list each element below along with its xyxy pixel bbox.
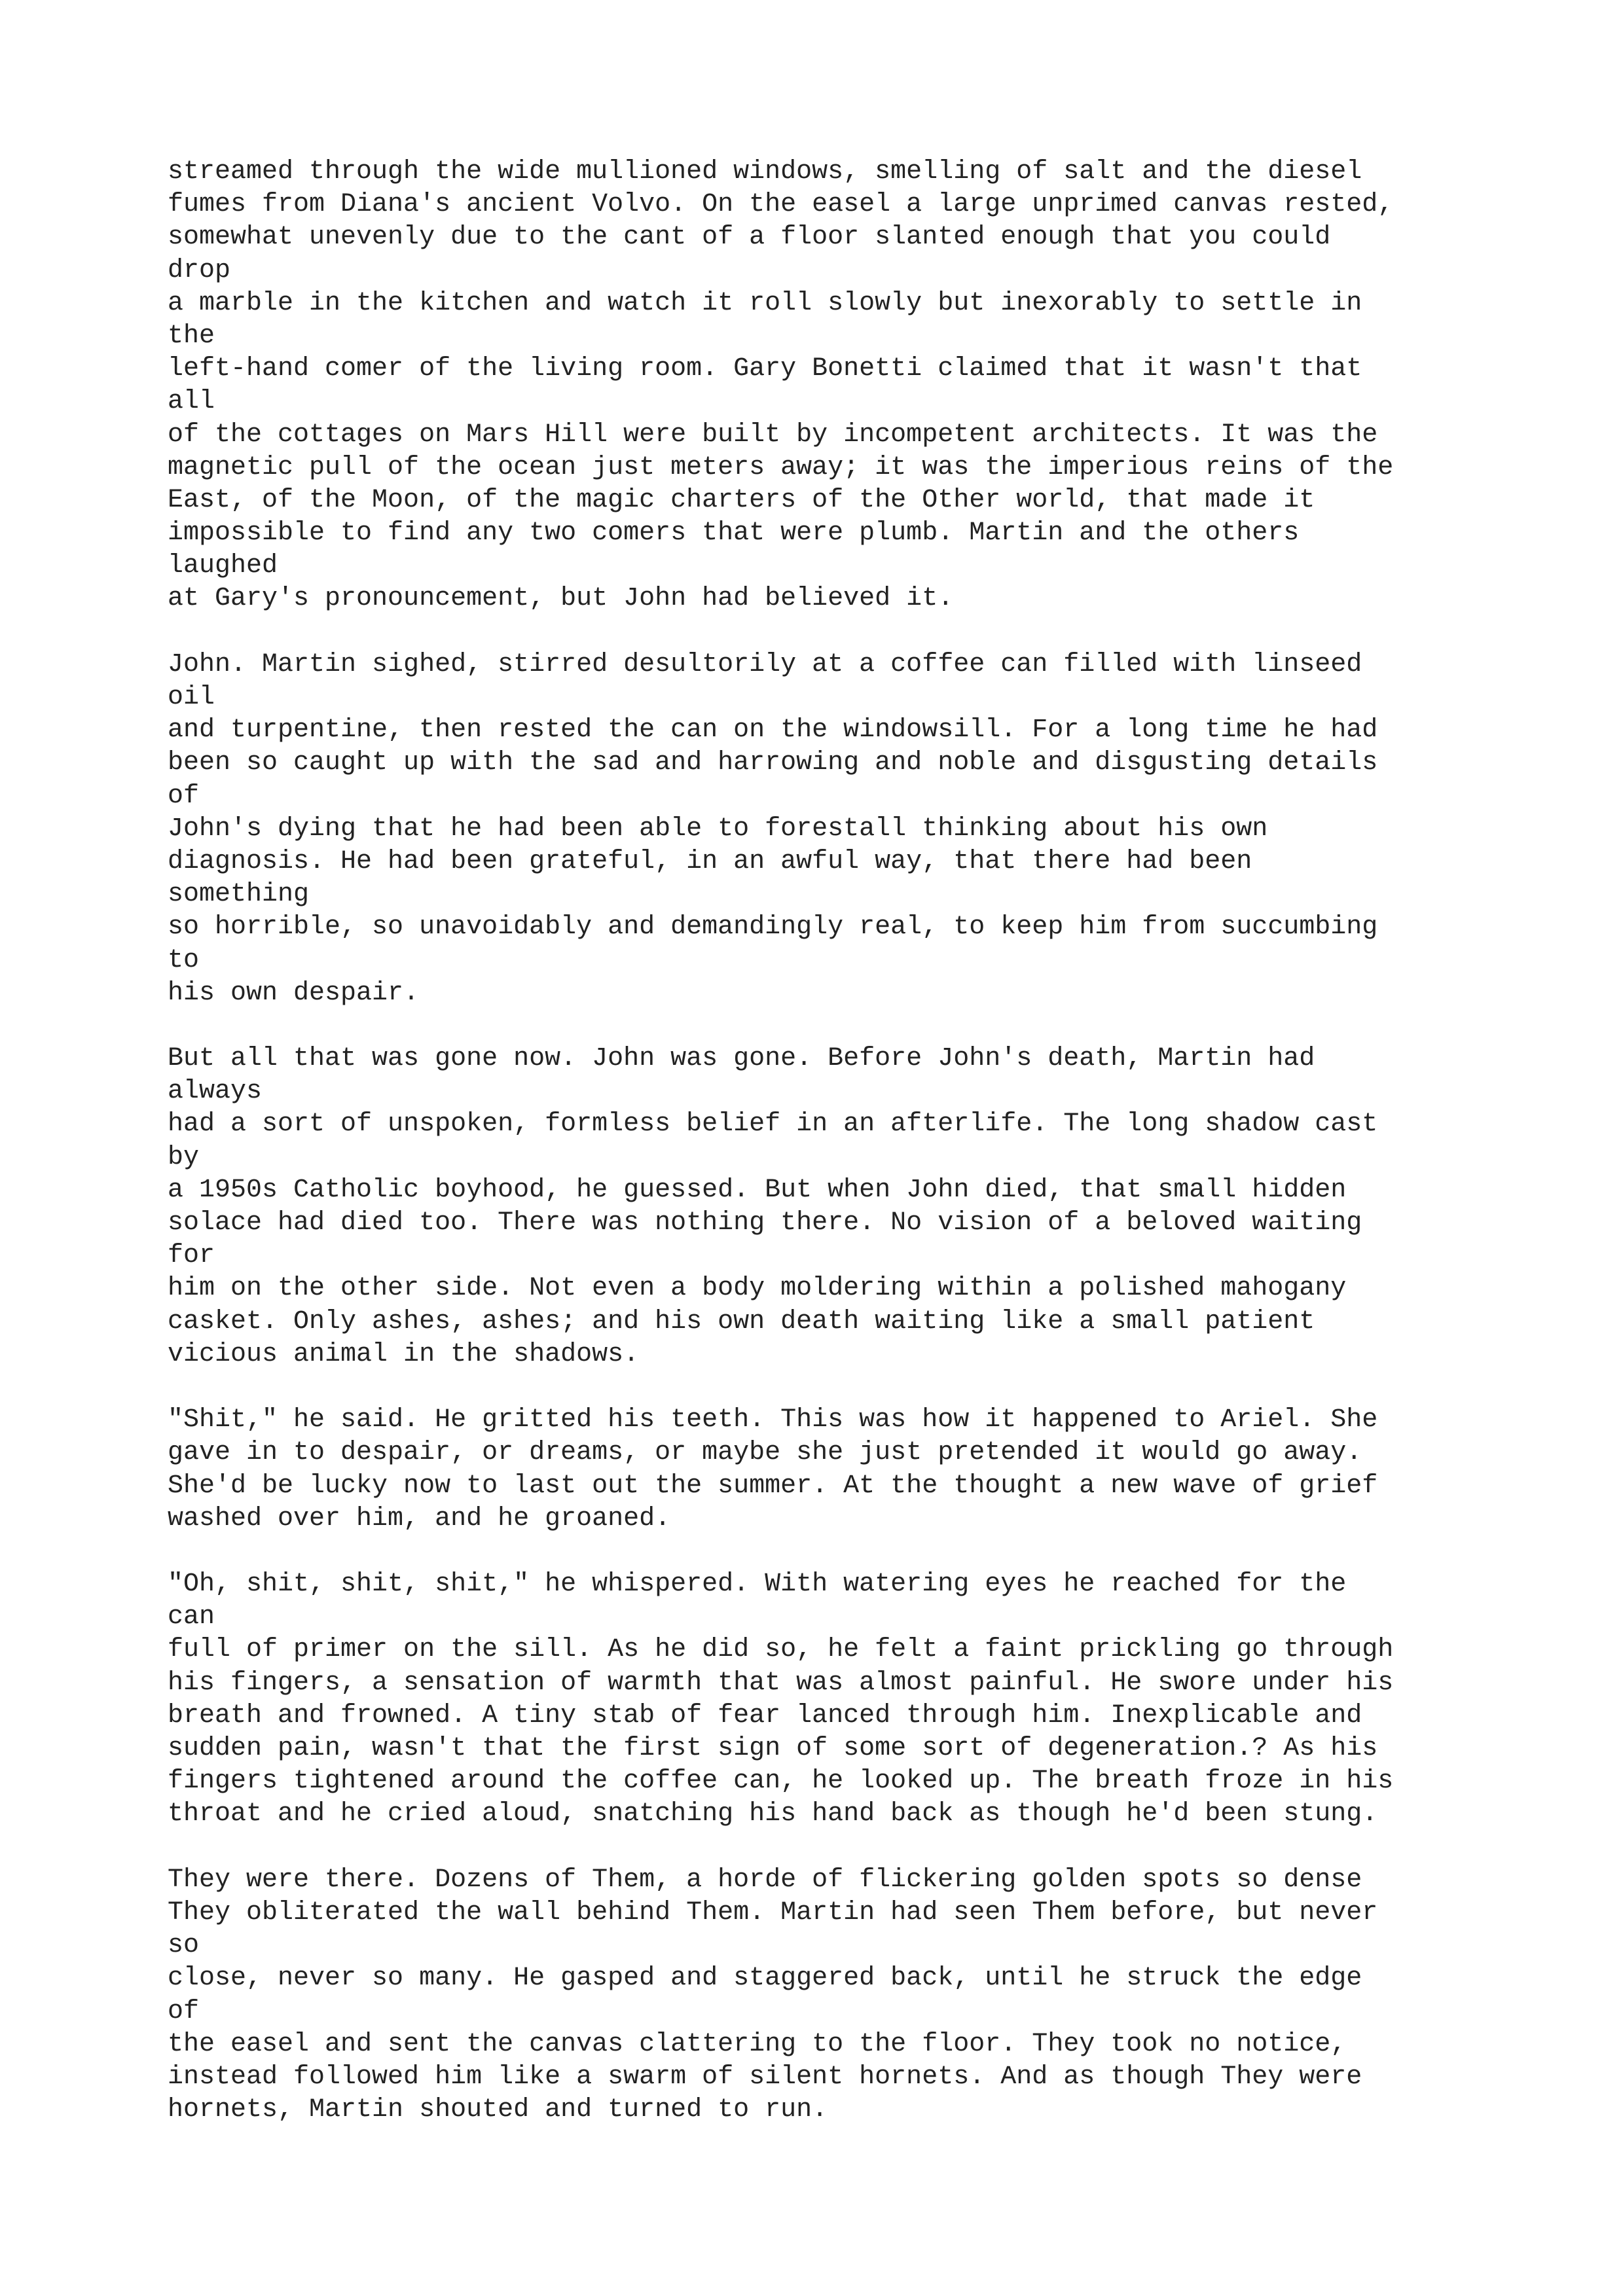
text-line: him on the other side. Not even a body moldering within a polished mahogany <box>168 1274 1347 1304</box>
text-line: washed over him, and he groaned. <box>168 1503 671 1534</box>
text-line: sudden pain, wasn't that the first sign of some sort of degeneration.? As his <box>168 1734 1378 1763</box>
text-line: been so caught up with the sad and harrowing and noble and disgusting details <box>168 748 1378 778</box>
text-line: She'd be lucky now to last out the summer. At the thought a new wave of grief <box>168 1471 1378 1501</box>
text-line: solace had died too. There was nothing there. No vision of a beloved waiting <box>168 1208 1362 1238</box>
text-line: They obliterated the wall behind Them. Martin had seen Them before, but never <box>168 1897 1378 1928</box>
text-line: gave in to despair, or dreams, or maybe she just pretended it would go away. <box>168 1438 1362 1468</box>
text-line: his own despair. <box>168 978 420 1008</box>
text-line: always <box>168 1077 263 1107</box>
paragraph-gap <box>168 1371 1595 1404</box>
text-line: so <box>168 1931 200 1961</box>
text-line: somewhat unevenly due to the cant of a floor slanted enough that you could <box>168 223 1331 253</box>
text-line: to <box>168 945 200 975</box>
text-line: drop <box>168 255 231 285</box>
paragraph-gap <box>168 1535 1595 1568</box>
paragraph <box>168 1043 1595 1371</box>
paragraph <box>168 156 1595 616</box>
text-line: full of primer on the sill. As he did so, he felt a faint prickling go through <box>168 1635 1394 1665</box>
paragraph <box>168 1568 1595 1831</box>
text-line: fingers tightened around the coffee can, he looked up. The breath froze in his <box>168 1767 1394 1797</box>
text-line: throat and he cried aloud, snatching his hand back as though he'd been stung. <box>168 1799 1378 1829</box>
text-line: the <box>168 321 215 351</box>
text-line: "Shit," he said. He gritted his teeth. This was how it happened to Ariel. She <box>168 1405 1378 1435</box>
text-line: a marble in the kitchen and watch it roll slowly but inexorably to settle in <box>168 288 1362 318</box>
text-line: all <box>168 387 215 417</box>
text-line: oil <box>168 683 215 712</box>
text-line: They were there. Dozens of Them, a horde of flickering golden spots so dense <box>168 1865 1362 1895</box>
text-line: East, of the Moon, of the magic charters of the Other world, that made it <box>168 485 1315 515</box>
paragraph <box>168 1404 1595 1535</box>
paragraph <box>168 1864 1595 2127</box>
text-line: diagnosis. He had been grateful, in an awful way, that there had been <box>168 846 1252 876</box>
text-line: for <box>168 1241 215 1271</box>
text-line: "Oh, shit, shit, shit," he whispered. With watering eyes he reached for the <box>168 1570 1347 1600</box>
text-line: laughed <box>168 551 278 581</box>
paragraph-gap <box>168 1831 1595 1864</box>
text-line: the easel and sent the canvas clattering to the floor. They took no notice, <box>168 2029 1347 2059</box>
text-line: casket. Only ashes, ashes; and his own death waiting like a small patient <box>168 1306 1315 1336</box>
text-line: John's dying that he had been able to forestall thinking about his own <box>168 814 1268 844</box>
text-line: But all that was gone now. John was gone. Before John's death, Martin had <box>168 1044 1315 1074</box>
text-line: of the cottages on Mars Hill were built by incompetent architects. It was the <box>168 420 1378 450</box>
text-line: instead followed him like a swarm of silent hornets. And as though They were <box>168 2062 1362 2092</box>
text-line: fumes from Diana's ancient Volvo. On the easel a large unprimed canvas rested, <box>168 190 1394 220</box>
paragraph <box>168 649 1595 1010</box>
text-line: of <box>168 1996 200 2026</box>
text-line: left-hand comer of the living room. Gary Bonetti claimed that it wasn't that <box>168 354 1362 384</box>
text-line: at Gary's pronouncement, but John had believed it. <box>168 584 954 614</box>
text-line: vicious animal in the shadows. <box>168 1339 640 1369</box>
paragraph-gap <box>168 616 1595 649</box>
text-line: John. Martin sighed, stirred desultorily at a coffee can filled with linseed <box>168 649 1362 679</box>
text-line: and turpentine, then rested the can on the windowsill. For a long time he had <box>168 715 1378 745</box>
text-line: a 1950s Catholic boyhood, he guessed. But when John died, that small hidden <box>168 1175 1347 1205</box>
text-line: so horrible, so unavoidably and demandingly real, to keep him from succumbing <box>168 912 1378 942</box>
text-line: of <box>168 781 200 811</box>
text-line: magnetic pull of the ocean just meters away; it was the imperious reins of the <box>168 452 1394 482</box>
text-line: impossible to find any two comers that were plumb. Martin and the others <box>168 518 1300 548</box>
text-line: his fingers, a sensation of warmth that was almost painful. He swore under his <box>168 1668 1394 1698</box>
text-line: streamed through the wide mullioned windows, smelling of salt and the diesel <box>168 157 1362 187</box>
text-line: hornets, Martin shouted and turned to run. <box>168 2095 828 2125</box>
text-line: by <box>168 1142 200 1172</box>
paragraph-gap <box>168 1010 1595 1043</box>
text-line: had a sort of unspoken, formless belief in an afterlife. The long shadow cast <box>168 1109 1378 1139</box>
text-line: something <box>168 880 310 910</box>
text-line: close, never so many. He gasped and staggered back, until he struck the edge <box>168 1964 1362 1994</box>
text-line: breath and frowned. A tiny stab of fear lanced through him. Inexplicable and <box>168 1700 1362 1731</box>
document-page <box>168 156 1595 2126</box>
text-line: can <box>168 1602 215 1632</box>
